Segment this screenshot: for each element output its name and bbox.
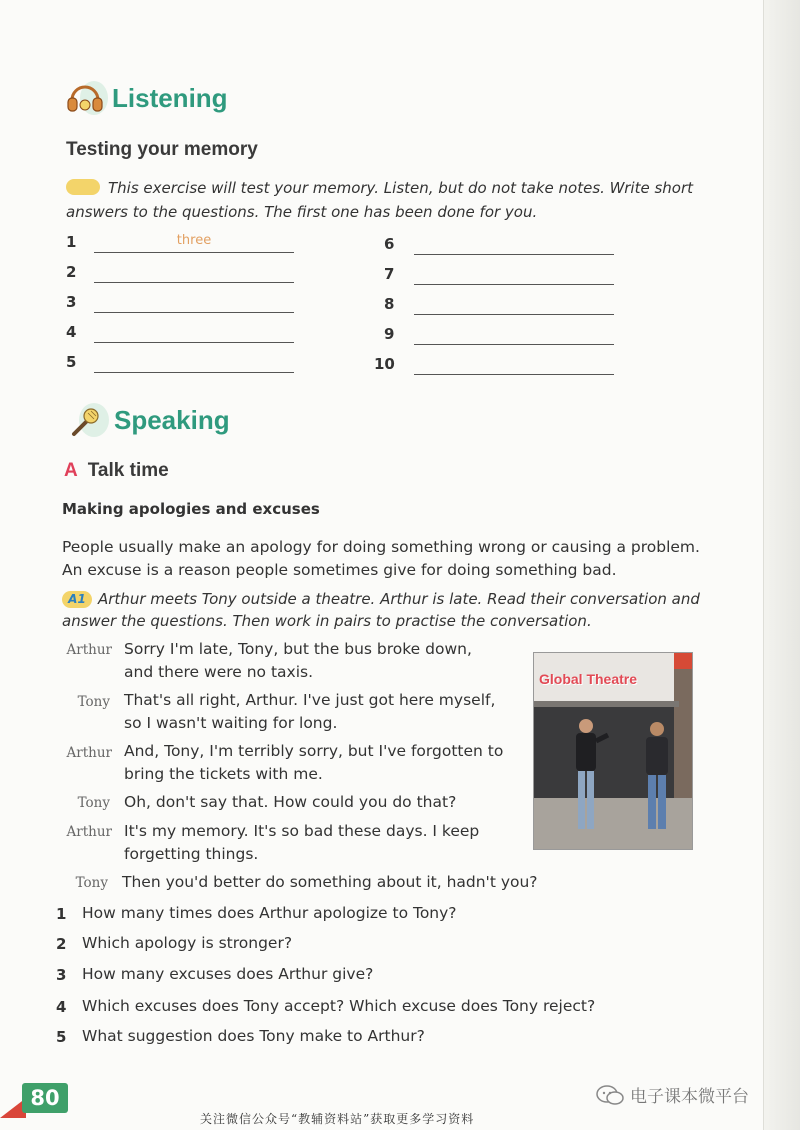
intro-line-2: An excuse is a reason people sometimes give for doing something bad.: [62, 561, 617, 579]
answer-row-7: [384, 265, 624, 287]
dialogue-line: It's my memory. It's so bad these days. I keep: [124, 822, 480, 840]
wechat-icon: [596, 1084, 624, 1106]
listening-subtitle: Testing your memory: [66, 139, 258, 160]
audio-badge: [66, 179, 100, 195]
dialogue-line: And, Tony, I'm terribly sorry, but I've forgotten to: [124, 742, 504, 760]
question-number: 5: [56, 1028, 67, 1046]
dialogue-line: bring the tickets with me.: [124, 765, 323, 783]
question-number: 4: [56, 998, 67, 1016]
headphones-icon: [64, 78, 108, 118]
task-badge: A1: [62, 591, 92, 608]
task-line-2: answer the questions. Then work in pairs to practise the conversation.: [62, 612, 592, 630]
answer-number: 4: [66, 323, 77, 341]
speaker-name: Tony: [77, 694, 110, 710]
answer-line[interactable]: [414, 374, 614, 375]
answer-line[interactable]: [414, 254, 614, 255]
question-number: 1: [56, 905, 67, 923]
question-number: 2: [56, 935, 67, 953]
task-line-1-text: Arthur meets Tony outside a theatre. Arthur is late. Read their conversation and: [98, 590, 700, 608]
listening-header: [64, 78, 228, 118]
subheading: Making apologies and excuses: [62, 500, 320, 518]
speaking-header: [66, 400, 230, 440]
answer-line[interactable]: [414, 284, 614, 285]
question-text: Which apology is stronger?: [82, 934, 293, 952]
footer-note: 关注微信公众号“教辅资料站”获取更多学习资料: [200, 1112, 475, 1126]
question-text: Which excuses does Tony accept? Which excuse does Tony reject?: [82, 997, 596, 1015]
microphone-icon: [66, 400, 110, 440]
dialogue-line: Sorry I'm late, Tony, but the bus broke down,: [124, 640, 472, 658]
answer-row-5: [66, 353, 306, 375]
theatre-photo: [533, 652, 693, 850]
answer-line[interactable]: [414, 344, 614, 345]
listening-title: Listening: [112, 82, 228, 113]
answer-number: 9: [384, 325, 395, 343]
book-spine-shadow: [763, 0, 800, 1130]
dialogue-line: That's all right, Arthur. I've just got here myself,: [124, 691, 496, 709]
dialogue-line: Oh, don't say that. How could you do that?: [124, 793, 457, 811]
answer-number: 2: [66, 263, 77, 281]
answer-row-10: [374, 355, 624, 377]
answer-number: 1: [66, 233, 77, 251]
dialogue-line: Then you'd better do something about it, hadn't you?: [122, 873, 538, 891]
answer-row-2: [66, 263, 306, 285]
answer-line[interactable]: [94, 252, 294, 253]
question-number: 3: [56, 966, 67, 984]
answer-row-6: [384, 235, 624, 257]
listening-instruction-text: This exercise will test your memory. Listen, but do not take notes. Write short answers to the questions. The first one has been done for you.: [66, 179, 693, 221]
answer-number: 10: [374, 355, 395, 373]
speaker-name: Arthur: [66, 824, 112, 840]
answer-number: 6: [384, 235, 395, 253]
answer-line[interactable]: [94, 342, 294, 343]
dialogue-line: forgetting things.: [124, 845, 259, 863]
answer-row-4: [66, 323, 306, 345]
watermark: [596, 1082, 749, 1107]
answer-number: 8: [384, 295, 395, 313]
section-title: Talk time: [87, 460, 169, 481]
question-text: What suggestion does Tony make to Arthur?: [82, 1027, 425, 1045]
answer-row-1: [66, 233, 306, 255]
intro-line-1: People usually make an apology for doing something wrong or causing a problem.: [62, 538, 700, 556]
task-line-1: [62, 587, 700, 611]
question-text: How many excuses does Arthur give?: [82, 965, 374, 983]
question-text: How many times does Arthur apologize to Tony?: [82, 904, 457, 922]
answer-number: 3: [66, 293, 77, 311]
answer-number: 5: [66, 353, 77, 371]
section-a-heading: [64, 460, 169, 482]
listening-instruction: [66, 176, 706, 224]
speaker-name: Tony: [75, 875, 108, 891]
answer-line[interactable]: [94, 372, 294, 373]
watermark-text: 电子课本微平台: [630, 1087, 749, 1107]
page-number: 80: [22, 1083, 68, 1113]
answer-line[interactable]: [94, 282, 294, 283]
dialogue-line: so I wasn't waiting for long.: [124, 714, 338, 732]
answer-filled-value: three: [176, 233, 212, 248]
answer-line[interactable]: [414, 314, 614, 315]
speaking-title: Speaking: [114, 404, 230, 435]
speaker-name: Tony: [77, 795, 110, 811]
answer-row-8: [384, 295, 624, 317]
answer-row-9: [384, 325, 624, 347]
answer-number: 7: [384, 265, 395, 283]
dialogue-line: and there were no taxis.: [124, 663, 314, 681]
answer-line[interactable]: [94, 312, 294, 313]
speaker-name: Arthur: [66, 745, 112, 761]
answer-row-3: [66, 293, 306, 315]
section-letter: A: [64, 460, 78, 481]
speaker-name: Arthur: [66, 642, 112, 658]
theatre-sign: Global Theatre: [539, 671, 638, 687]
